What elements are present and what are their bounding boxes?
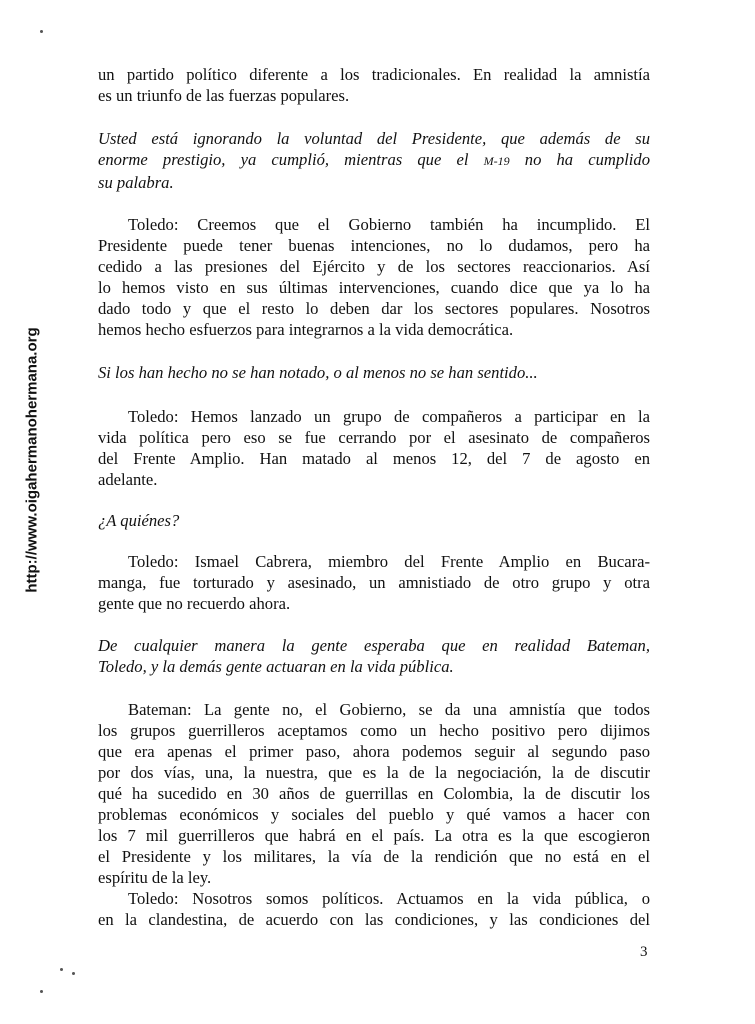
text-line: cedido a las presiones del Ejército y de los sectores reaccionarios. Así — [98, 257, 650, 276]
text-line: el Presidente y los militares, la vía de la rendición que no está en el — [98, 847, 650, 866]
text-line: ¿A quiénes? — [98, 511, 180, 530]
paragraph-question — [98, 128, 650, 193]
paragraph-answer — [98, 699, 650, 888]
paragraph-answer — [98, 406, 650, 490]
text-line: espíritu de la ley. — [98, 868, 212, 887]
text-line: en la clandestina, de acuerdo con las condiciones, y las condiciones del — [98, 910, 650, 929]
text-line: su palabra. — [98, 173, 174, 192]
page-number: 3 — [640, 944, 648, 960]
side-url-watermark: http://www.oigahermanohermana.org — [23, 327, 41, 593]
text-segment: enorme prestigio, ya cumplió, mientras que el — [98, 150, 484, 169]
text-line: problemas económicos y sociales del pueblo y qué vamos a hacer con — [98, 805, 650, 824]
text-line: es un triunfo de las fuerzas populares. — [98, 86, 350, 105]
text-line: los grupos guerrilleros aceptamos como un hecho positivo pero dijimos — [98, 721, 650, 740]
text-segment: no ha cumplido — [509, 150, 651, 169]
text-line: Presidente puede tener buenas intenciones, no lo dudamos, pero ha — [98, 236, 650, 255]
text-line: Si los han hecho no se han notado, o al menos no se han sentido... — [98, 363, 538, 382]
text-line: los 7 mil guerrilleros que habrá en el país. La otra es la que escogieron — [98, 826, 650, 845]
text-line: De cualquier manera la gente esperaba que en realidad Bateman, — [98, 636, 650, 655]
text-line: gente que no recuerdo ahora. — [98, 594, 291, 613]
paragraph-answer — [98, 551, 650, 614]
text-line: por dos vías, una, la nuestra, que es la de la negociación, la de discutir — [98, 763, 650, 782]
scan-speck — [72, 972, 75, 975]
text-line: Toledo, y la demás gente actuaran en la vida pública. — [98, 657, 454, 676]
scan-speck — [40, 990, 43, 993]
scan-speck — [40, 30, 43, 33]
text-segment-smallcaps: M-19 — [483, 154, 510, 168]
text-line: Toledo: Creemos que el Gobierno también ha incumplido. El — [128, 215, 650, 234]
text-line: vida política pero eso se fue cerrando por el asesinato de compañeros — [98, 428, 650, 447]
paragraph-answer — [98, 214, 650, 340]
paragraph-question — [98, 362, 650, 383]
text-line: dado todo y que el resto lo deben dar los sectores populares. Nosotros — [98, 299, 650, 318]
paragraph-question — [98, 635, 650, 677]
paragraph-answer — [98, 888, 650, 930]
text-line: un partido político diferente a los tradicionales. En realidad la amnistía — [98, 65, 650, 84]
text-line: Bateman: La gente no, el Gobierno, se da una amnistía que todos — [128, 700, 650, 719]
paragraph-answer — [98, 64, 650, 106]
text-line: adelante. — [98, 470, 158, 489]
text-line: lo hemos visto en sus últimas intervenciones, cuando dice que ya lo ha — [98, 278, 650, 297]
scan-speck — [60, 968, 63, 971]
text-line: hemos hecho esfuerzos para integrarnos a la vida democrática. — [98, 320, 514, 339]
text-line: Toledo: Ismael Cabrera, miembro del Frente Amplio en Bucara- — [128, 552, 650, 571]
paragraph-question — [98, 510, 650, 531]
text-line: manga, fue torturado y asesinado, un amnistiado de otro grupo y otra — [98, 573, 650, 592]
text-line: qué ha sucedido en 30 años de guerrillas en Colombia, la de discutir los — [98, 784, 650, 803]
text-line: Usted está ignorando la voluntad del Presidente, que además de su — [98, 129, 650, 148]
text-line: Toledo: Nosotros somos políticos. Actuamos en la vida pública, o — [128, 889, 650, 908]
text-line: que era apenas el primer paso, ahora podemos seguir al segundo paso — [98, 742, 650, 761]
text-line: del Frente Amplio. Han matado al menos 12, del 7 de agosto en — [98, 449, 650, 468]
text-line — [98, 149, 650, 172]
text-line: Toledo: Hemos lanzado un grupo de compañeros a participar en la — [128, 407, 650, 426]
